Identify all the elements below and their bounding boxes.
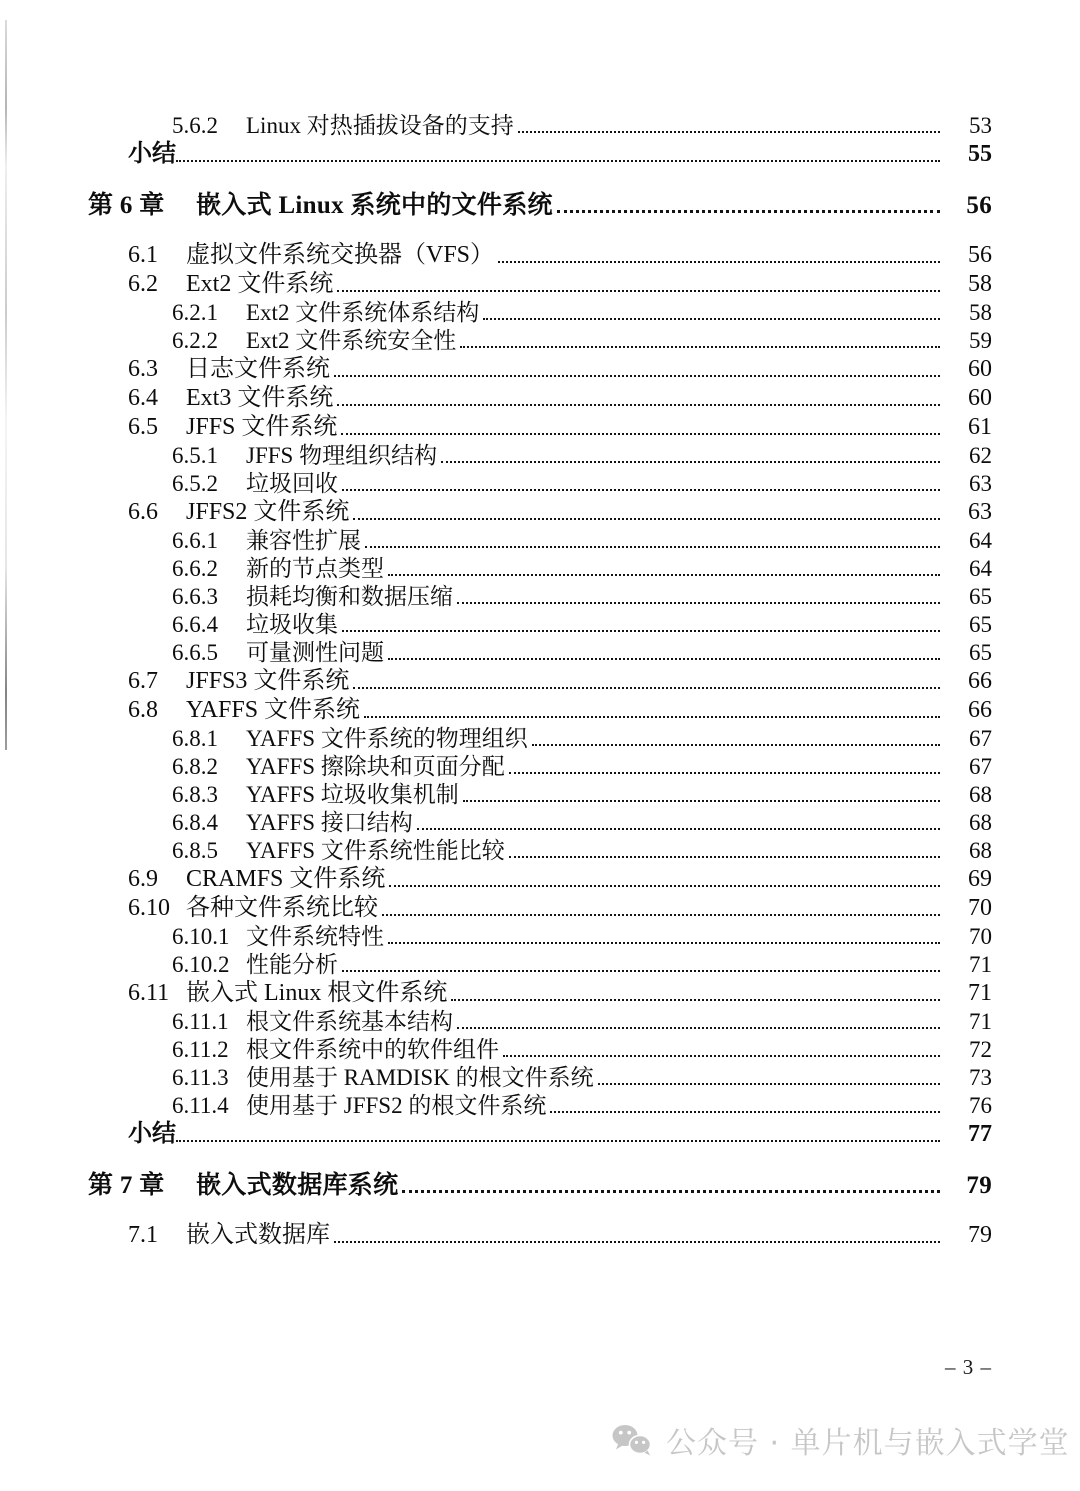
toc-dot-leader [483,317,940,320]
toc-entry-title: Ext2 文件系统 [186,271,334,297]
toc-entry-page-number: 65 [969,640,992,665]
toc-entry-page-number: 66 [968,697,992,723]
toc-dot-leader [509,771,940,774]
toc-entry-page-number: 76 [969,1093,992,1118]
toc-entry-page-number: 70 [969,924,992,949]
toc-entry[interactable] [0,979,1080,1008]
toc-entry-page-number: 77 [968,1121,992,1147]
toc-entry[interactable] [0,355,1080,384]
toc-dot-leader [176,1139,940,1142]
toc-entry-title: 性能分析 [246,952,338,977]
toc-entry-title: 小结 [128,141,176,167]
toc-entry-page-number: 79 [968,1222,992,1248]
toc-entry-page-number: 60 [968,385,992,411]
toc-dot-leader [388,657,940,660]
toc-entry[interactable] [0,725,1080,753]
toc-entry[interactable] [0,611,1080,639]
toc-entry-number: 6.8 [128,697,158,723]
toc-entry-number: 6.2.2 [172,328,218,353]
toc-entry-title: 根文件系统基本结构 [246,1009,453,1034]
toc-entry-number: 6.11 [128,980,170,1006]
toc-entry[interactable] [0,583,1080,611]
toc-entry-page-number: 67 [969,726,992,751]
toc-entry-title: JFFS 物理组织结构 [246,443,438,468]
toc-entry[interactable] [0,191,1080,221]
toc-dot-leader [451,998,940,1001]
toc-entry-page-number: 68 [969,782,992,807]
toc-entry[interactable] [0,894,1080,923]
toc-entry-page-number: 65 [969,584,992,609]
toc-dot-leader [417,827,940,830]
toc-entry-number: 6.10.1 [172,924,230,949]
toc-entry-number: 6.6.2 [172,556,218,581]
toc-entry[interactable] [0,241,1080,270]
toc-entry-number: 6.6.1 [172,528,218,553]
toc-entry-page-number: 56 [966,192,992,219]
toc-entry-page-number: 63 [968,499,992,525]
toc-entry[interactable] [0,299,1080,327]
toc-entry-title: YAFFS 擦除块和页面分配 [246,754,505,779]
toc-entry-title: JFFS3 文件系统 [186,668,350,694]
toc-entry-page-number: 71 [969,1009,992,1034]
toc-entry-page-number: 59 [969,328,992,353]
toc-entry-number: 7.1 [128,1222,158,1248]
toc-entry-number: 6.5.2 [172,471,218,496]
toc-entry-number: 6.9 [128,866,158,892]
toc-entry-page-number: 68 [969,810,992,835]
toc-entry-title: 嵌入式 Linux 根文件系统 [186,980,448,1006]
toc-entry[interactable] [0,809,1080,837]
toc-entry-page-number: 61 [968,414,992,440]
toc-entry[interactable] [0,781,1080,809]
toc-entry-title: 使用基于 RAMDISK 的根文件系统 [246,1065,594,1090]
toc-entry-number: 6.8.2 [172,754,218,779]
toc-dot-leader [337,289,940,292]
toc-entry-page-number: 62 [969,443,992,468]
toc-entry-number: 第 6 章 [88,192,165,219]
toc-entry-number: 第 7 章 [88,1172,165,1199]
toc-entry-page-number: 64 [969,528,992,553]
toc-entry[interactable] [0,865,1080,894]
toc-entry-title: 使用基于 JFFS2 的根文件系统 [246,1093,547,1118]
toc-dot-leader [353,517,940,520]
toc-entry[interactable] [0,140,1080,169]
toc-entry-number: 6.11.1 [172,1009,229,1034]
toc-dot-leader [364,715,940,718]
toc-dot-leader [353,686,940,689]
toc-entry[interactable] [0,442,1080,470]
watermark-text: 公众号 · 单片机与嵌入式学堂 [666,1426,1070,1461]
toc-dot-leader [503,1054,940,1057]
toc-entry[interactable] [0,1092,1080,1120]
toc-entry[interactable] [0,327,1080,355]
toc-entry[interactable] [0,470,1080,498]
toc-entry-number: 6.6 [128,499,158,525]
toc-dot-leader [382,913,940,916]
toc-dot-leader [498,260,940,263]
toc-entry-title: YAFFS 垃圾收集机制 [246,782,459,807]
toc-dot-leader [598,1082,940,1085]
toc-entry-number: 6.8.1 [172,726,218,751]
toc-entry-title: 垃圾收集 [246,612,338,637]
toc-dot-leader [457,1026,940,1029]
toc-dot-leader [463,799,940,802]
toc-entry-number: 6.7 [128,668,158,694]
toc-dot-leader [337,403,940,406]
toc-entry-title: 损耗均衡和数据压缩 [246,584,453,609]
toc-entry-title: YAFFS 接口结构 [246,810,413,835]
toc-entry[interactable] [0,498,1080,527]
toc-entry-page-number: 53 [969,113,992,138]
toc-entry[interactable] [0,696,1080,725]
toc-dot-leader [518,130,940,133]
toc-dot-leader [388,941,940,944]
toc-entry-number: 6.8.4 [172,810,218,835]
toc-entry-number: 6.11.3 [172,1065,229,1090]
toc-entry[interactable] [0,639,1080,667]
toc-entry-number: 6.6.4 [172,612,218,637]
toc-entry-page-number: 73 [969,1065,992,1090]
toc-entry-title: 可量测性问题 [246,640,384,665]
toc-dot-leader [550,1110,940,1113]
toc-entry-title: 垃圾回收 [246,471,338,496]
toc-entry-page-number: 67 [969,754,992,779]
toc-entry-title: 各种文件系统比较 [186,895,378,921]
toc-entry-title: Linux 对热插拔设备的支持 [246,113,514,138]
toc-entry-page-number: 58 [969,300,992,325]
toc-entry[interactable] [0,837,1080,865]
toc-entry-page-number: 55 [968,141,992,167]
toc-entry[interactable] [0,667,1080,696]
toc-dot-leader [341,432,940,435]
toc-entry-title: CRAMFS 文件系统 [186,866,386,892]
toc-dot-leader [557,209,940,213]
toc-entry[interactable] [0,527,1080,555]
toc-entry-number: 6.2.1 [172,300,218,325]
watermark [612,1418,1070,1462]
toc-entry-title: 嵌入式 Linux 系统中的文件系统 [196,192,553,219]
toc-dot-leader [342,488,940,491]
toc-dot-leader [342,969,940,972]
toc-entry-number: 6.6.3 [172,584,218,609]
toc-entry-number: 6.5 [128,414,158,440]
toc-entry-number: 6.10 [128,895,170,921]
toc-entry-page-number: 65 [969,612,992,637]
toc-dot-leader [509,855,940,858]
toc-entry-number: 6.2 [128,271,158,297]
toc-dot-leader [334,374,940,377]
toc-entry-page-number: 56 [968,242,992,268]
toc-entry-title: 嵌入式数据库系统 [196,1172,399,1199]
toc-entry-number: 6.11.2 [172,1037,229,1062]
toc-entry-title: JFFS2 文件系统 [186,499,350,525]
toc-entry[interactable] [0,112,1080,140]
toc-entry-title: YAFFS 文件系统性能比较 [246,838,505,863]
toc-entry-page-number: 70 [968,895,992,921]
toc-entry[interactable] [0,753,1080,781]
toc-entry[interactable] [0,1008,1080,1036]
toc-entry-page-number: 71 [969,952,992,977]
toc-dot-leader [441,460,940,463]
toc-entry[interactable] [0,1221,1080,1250]
toc-entry[interactable] [0,384,1080,413]
toc-entry[interactable] [0,1064,1080,1092]
toc-entry-number: 6.1 [128,242,158,268]
toc-entry[interactable] [0,1171,1080,1201]
toc-entry-title: 新的节点类型 [246,556,384,581]
toc-entry-page-number: 68 [969,838,992,863]
toc-entry-page-number: 60 [968,356,992,382]
toc-entry-page-number: 63 [969,471,992,496]
toc-entry-title: 兼容性扩展 [246,528,361,553]
toc-dot-leader [388,573,940,576]
toc-dot-leader [460,345,940,348]
toc-entry[interactable] [0,1036,1080,1064]
toc-entry-title: YAFFS 文件系统的物理组织 [246,726,528,751]
page-folio: – 3 – [945,1355,992,1379]
toc-entry[interactable] [0,923,1080,951]
toc-entry-title: JFFS 文件系统 [186,414,338,440]
toc-entry-title: 根文件系统中的软件组件 [246,1037,499,1062]
toc-entry-number: 5.6.2 [172,113,218,138]
toc-entry-title: 虚拟文件系统交换器（VFS） [186,242,495,268]
toc-entry-page-number: 71 [968,980,992,1006]
toc-entry-number: 6.8.3 [172,782,218,807]
toc-entry-number: 6.5.1 [172,443,218,468]
wechat-icon [612,1423,652,1457]
toc-entry-page-number: 69 [968,866,992,892]
toc-entry-page-number: 64 [969,556,992,581]
toc-entry-title: 嵌入式数据库 [186,1222,330,1248]
toc-dot-leader [334,1240,940,1243]
toc-dot-leader [365,545,940,548]
toc-entry-title: Ext2 文件系统体系结构 [246,300,480,325]
toc-dot-leader [389,884,940,887]
toc-entry-title: Ext3 文件系统 [186,385,334,411]
toc-entry-number: 6.8.5 [172,838,218,863]
toc-entry-page-number: 72 [969,1037,992,1062]
toc-entry-title: 日志文件系统 [186,356,330,382]
toc-entry-number: 6.4 [128,385,158,411]
toc-entry[interactable] [0,1120,1080,1149]
toc-entry-page-number: 66 [968,668,992,694]
toc-dot-leader [532,743,940,746]
toc-entry-page-number: 79 [966,1172,992,1199]
toc-entry-title: 小结 [128,1121,176,1147]
toc-entry-page-number: 58 [968,271,992,297]
toc-entry-number: 6.10.2 [172,952,230,977]
toc-entry-title: 文件系统特性 [246,924,384,949]
toc-dot-leader [176,159,940,162]
toc-dot-leader [342,629,940,632]
toc-dot-leader [402,1189,940,1193]
toc-entry[interactable] [0,555,1080,583]
toc-entry[interactable] [0,413,1080,442]
toc-entry-title: YAFFS 文件系统 [186,697,361,723]
toc-entry-number: 6.3 [128,356,158,382]
toc-dot-leader [457,601,940,604]
toc-entry[interactable] [0,951,1080,979]
toc-entry[interactable] [0,270,1080,299]
toc-entry-number: 6.6.5 [172,640,218,665]
toc-entry-number: 6.11.4 [172,1093,229,1118]
toc-entry-title: Ext2 文件系统安全性 [246,328,457,353]
